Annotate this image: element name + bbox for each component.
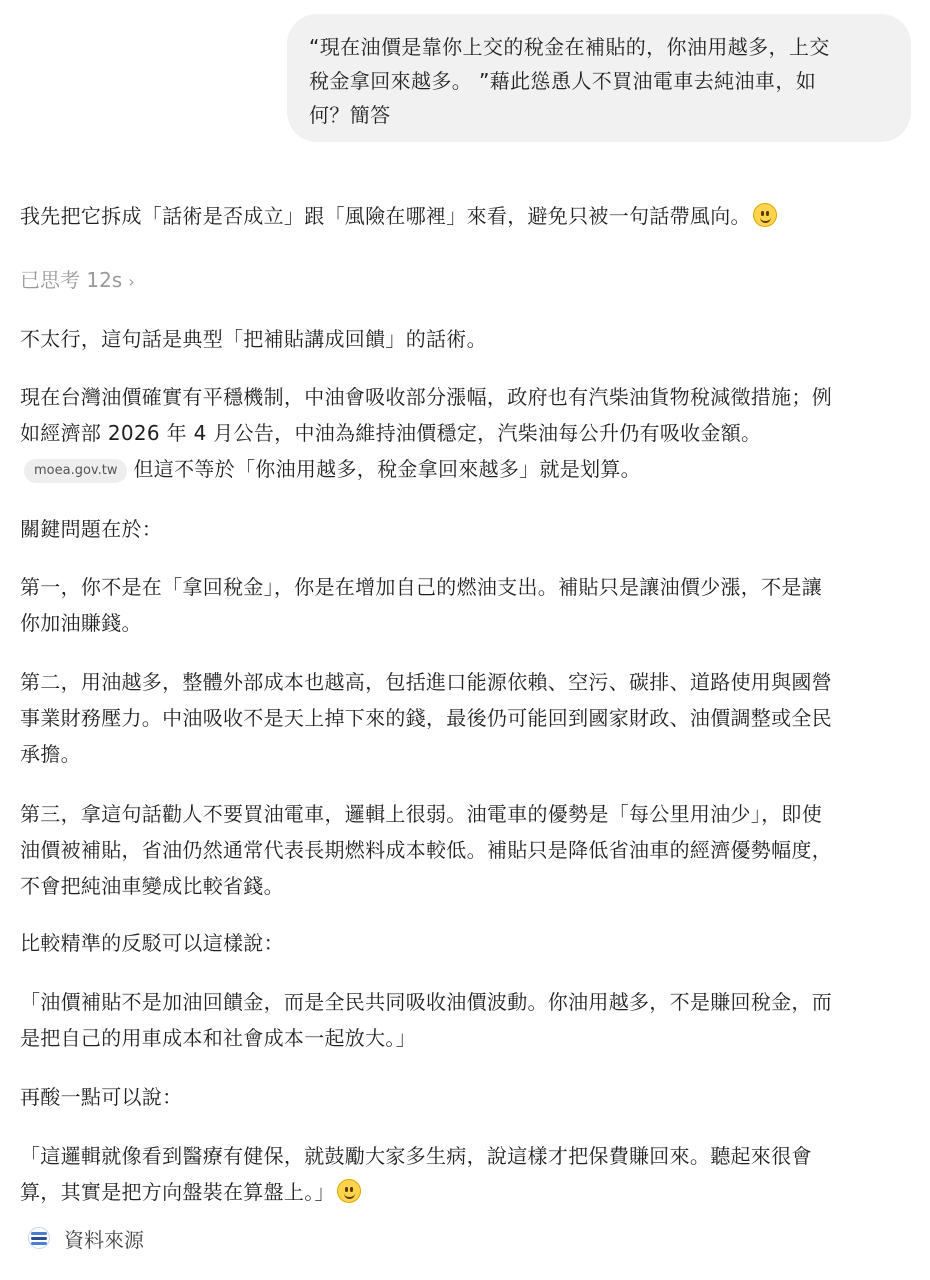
chevron-right-icon: › xyxy=(128,272,135,291)
user-message-line: 何？簡答 xyxy=(309,103,391,127)
paragraph-line-with-emoji xyxy=(20,1174,915,1210)
paragraph-line: 不會把純油車變成比較省錢。 xyxy=(20,874,284,898)
paragraph-line: 「這邏輯就像看到醫療有健保，就鼓勵大家多生病，說這樣才把保費賺回來。聽起來很會 xyxy=(20,1144,812,1168)
smile-emoji-icon xyxy=(753,203,777,227)
paragraph-line: 「油價補貼不是加油回饋金，而是全民共同吸收油價波動。你油用越多，不是賺回稅金，而 xyxy=(20,990,832,1014)
paragraph-line: 你加油賺錢。 xyxy=(20,611,142,635)
paragraph-third xyxy=(20,796,915,904)
paragraph-line: 油價被補貼，省油仍然通常代表長期燃料成本較低。補貼只是降低省油車的經濟優勢幅度， xyxy=(20,838,832,862)
paragraph-line: 第二，用油越多，整體外部成本也越高，包括進口能源依賴、空污、碳排、道路使用與國營 xyxy=(20,670,832,694)
sources-button[interactable] xyxy=(28,1222,144,1254)
smile-emoji-icon xyxy=(337,1179,361,1203)
paragraph-first xyxy=(20,569,915,641)
paragraph-verdict xyxy=(20,321,915,357)
sources-icon xyxy=(28,1227,50,1249)
paragraph-key-issue xyxy=(20,511,915,547)
paragraph-text: 比較精準的反駁可以這樣說： xyxy=(20,931,284,955)
paragraph-line: 第三，拿這句話勸人不要買油電車，邏輯上很弱。油電車的優勢是「每公里用油少」，即使 xyxy=(20,802,822,826)
assistant-intro-text: 我先把它拆成「話術是否成立」跟「風險在哪裡」來看，避免只被一句話帶風向。 xyxy=(20,204,751,228)
paragraph-text: 但這不等於「你油用越多，稅金拿回來越多」就是划算。 xyxy=(133,457,641,481)
paragraph-text: 算，其實是把方向盤裝在算盤上。」 xyxy=(20,1180,335,1204)
paragraph-line: 如經濟部 2026 年 4 月公告，中油為維持油價穩定，汽柴油每公升仍有吸收金額。 xyxy=(20,421,762,445)
paragraph-context xyxy=(20,379,915,487)
paragraph-rebuttal-quote xyxy=(20,984,915,1056)
paragraph-rebuttal-intro xyxy=(20,925,915,961)
user-message-line: “現在油價是靠你上交的稅金在補貼的，你油用越多，上交 xyxy=(309,35,830,59)
paragraph-second xyxy=(20,664,915,772)
paragraph-sarcastic-quote xyxy=(20,1138,915,1210)
sources-label: 資料來源 xyxy=(64,1227,144,1252)
paragraph-line: 是把自己的用車成本和社會成本一起放大。」 xyxy=(20,1026,416,1050)
paragraph-line: 第一，你不是在「拿回稅金」，你是在增加自己的燃油支出。補貼只是讓油價少漲，不是讓 xyxy=(20,575,822,599)
paragraph-text: 關鍵問題在於： xyxy=(20,517,163,541)
thought-label: 已思考 12s xyxy=(20,268,123,292)
paragraph-line: 事業財務壓力。中油吸收不是天上掉下來的錢，最後仍可能回到國家財政、油價調整或全民 xyxy=(20,706,832,730)
user-message-line: 稅金拿回來越多。 ”藉此慫恿人不買油電車去純油車，如 xyxy=(309,69,817,93)
paragraph-line: 現在台灣油價確實有平穩機制，中油會吸收部分漲幅，政府也有汽柴油貨物稅減徵措施；例 xyxy=(20,385,832,409)
paragraph-sarcastic-intro xyxy=(20,1079,915,1115)
user-message-bubble xyxy=(287,14,911,142)
paragraph-text: 再酸一點可以說： xyxy=(20,1085,183,1109)
paragraph-text: 不太行，這句話是典型「把補貼講成回饋」的話術。 xyxy=(20,327,487,351)
source-chip[interactable]: moea.gov.tw xyxy=(24,459,127,483)
paragraph-line: 承擔。 xyxy=(20,742,81,766)
paragraph-line-with-source xyxy=(20,451,915,487)
assistant-intro xyxy=(20,198,915,234)
thought-toggle[interactable] xyxy=(20,264,135,298)
